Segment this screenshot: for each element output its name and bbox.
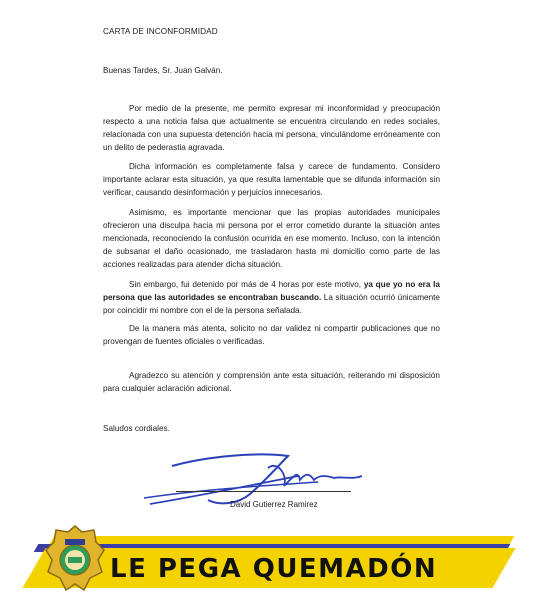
banner-headline: LE PEGA QUEMADÓN <box>110 554 438 584</box>
paragraph-2: Dicha información es completamente falsa y carece de fundamento. Considero importante aclarar esta situación, ya que resulta lamentable que se difunda información sin verificar, causando desinformación y perjuicios innecesarios. <box>103 162 440 197</box>
headline-banner <box>0 524 548 600</box>
signature-line <box>176 491 351 492</box>
paragraph-4 <box>103 279 440 318</box>
closing-salutation: Saludos cordiales. <box>103 424 170 433</box>
paragraph-6: Agradezco su atención y comprensión ante esta situación, reiterando mi disposición para cualquier aclaración adicional. <box>103 371 440 393</box>
paragraph-3: Asimismo, es importante mencionar que las propias autoridades municipales ofrecieron una disculpa hacia mi persona por el error cometido durante la situación antes mencionada, reconociendo la confusión ocurrida en ese momento. Incluso, con la intención de subsanar el daño ocasionado, me trasladaron hasta mi domicilio como parte de las acciones realizadas para atender dicha situación. <box>103 208 440 269</box>
paragraph-1: Por medio de la presente, me permito expresar mi inconformidad y preocupación respecto a una noticia falsa que actualmente se encuentra circulando en redes sociales, relacionada con una supuesta detención hacia mi persona, vinculándome erróneamente con un delito de pederastia agravada. <box>103 104 440 152</box>
letter-title: CARTA DE INCONFORMIDAD <box>103 27 218 36</box>
police-badge-icon <box>44 524 106 594</box>
banner-stripe-yellow <box>50 536 515 544</box>
paragraph-4-text-a: Sin embargo, fui detenido por más de 4 horas por este motivo, <box>129 280 364 289</box>
paragraph-4-text-b: La situación ocurrió únicamente por coincidir mi nombre con el de la persona señalada. <box>103 292 440 315</box>
letter-greeting: Buenas Tardes, Sr. Juan Galván. <box>103 66 223 75</box>
paragraph-5: De la manera más atenta, solicito no dar validez ni compartir publicaciones que no provengan de fuentes oficiales o verificadas. <box>103 324 440 346</box>
signer-name: David Gutierrez Ramirez <box>230 500 318 509</box>
paragraph-4-bold: ya que yo no era la persona que las autoridades se encontraban buscando. <box>103 280 440 302</box>
